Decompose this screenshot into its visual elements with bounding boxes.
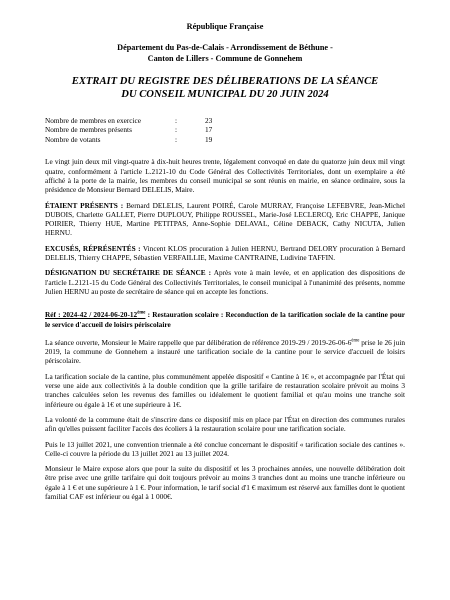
excuses-label: EXCUSÉS, RÉPRÉSENTÉS : [45,243,141,253]
paragraph-1 [45,338,405,366]
paragraph-1-text-b: prise le 26 juin 2019, la commune de Gonnehem a instauré une tarification sociale de la cantine pour le service d'accueil de loisirs périscolaire. [45,337,405,366]
members-value: 17 [205,125,213,135]
deliberation-subject: : Restauration scolaire : Reconduction de la tarification sociale de la cantine pour le service d'accueil de loisirs périscolaire [45,310,405,329]
deliberation-ref [45,310,145,319]
deliberation-heading [45,310,405,329]
members-label: Nombre de membres en exercice [45,115,142,125]
paragraph-1-text-a: La séance ouverte, Monsieur le Maire rappelle que par délibération de référence 2019-29 / 2019-26-06-6 [45,337,352,347]
members-label: Nombre de membres présents [45,125,132,135]
members-value: 19 [205,134,213,144]
document-title-line-2: DU CONSEIL MUNICIPAL DU 20 JUIN 2024 [121,89,329,101]
secretary-text: Après vote à main levée, et en application des dispositions de l'article L.2121-15 du Code Général des Collectivités Territoriales, le conseil municipal à l'unanimité des présents, nomme Julien HERNU au poste de secrétaire de séance qui en accepte les fonctions. [45,268,405,296]
excuses-text: Vincent KLOS procuration à Julien HERNU, Bertrand DELORY procuration à Bernard DELELIS, Thierry CHAPPE, Sébastien VERFAILLIE, Maxime CANTRAINE, Ludivine TAFFIN. [45,243,405,263]
presents-paragraph [45,201,405,238]
excuses-paragraph [45,244,405,263]
paragraph-3: La volonté de la commune était de s'inscrire dans ce dispositif mis en place par l'État en direction des communes rurales afin qu'elles puissent faciliter l'accès des écoliers à la restauration scolaire pour une tarification sociale. [45,414,405,434]
paragraph-4: Puis le 13 juillet 2021, une convention triennale a été conclue concernant le dispositif « tarification sociale des cantines ». Celle-ci couvre la période du 13 juillet 2021 au 13 juillet 2024. [45,439,405,458]
members-value: 23 [205,115,213,125]
members-label: Nombre de votants [45,134,101,144]
paragraph-2: La tarification sociale de la cantine, plus communément appelée dispositif « Cantine à 1€ », et accompagnée par l'État qui verse une aide aux collectivités à la double condition que la grille tarifaire de restauration scolaire prévoit au moins 3 tranches calculées selon les revenus des familles ou idéalement le quotient familial et qu'au moins une tranche soit inférieure ou égale à 1€ et une supérieure à 1€. [45,371,405,409]
presents-text: Bernard DELELIS, Laurent POIRÉ, Carole MURRAY, Françoise LEFEBVRE, Jean-Michel DUBOIS, Charlette GALLET, Pierre DUPLOUY, Philippe ROUSSEL, Marie-José LECLERCQ, Eric CHAPPE, Janique POIRIER, Thierry HUE, Martine PETITPAS, Anne-Sophie DELAVAL, Céline DEBACK, Cathy NICUTA, Julien HERNU. [45,200,406,238]
deliberation-ref-text: Réf : 2024-42 / 2024-06-20-12 [45,310,138,320]
intro-paragraph: Le vingt juin deux mil vingt-quatre à dix-huit heures trente, légalement convoqué en date du quatorze juin deux mil vingt quatre, conformément à l'article L.2121-10 du Code Général des Collectivités Territoriales, dont un exemplaire a été affiché à la porte de la mairie, les membres du conseil municipal se sont réunis en mairie, en séance ordinaire, sous la présidence de Monsieur Bernard DELELIS, Maire. [45,157,405,195]
members-sep: : [175,134,178,144]
paragraph-1-sup: ème [351,338,360,344]
paragraph-5: Monsieur le Maire expose alors que pour la suite du dispositif et les 3 prochaines années, une nouvelle délibération doit être prise avec une grille tarifaire qui doit toujours prévoir au moins 3 tranches dont au moins une tranche inférieure ou égale à 1 € et une supérieure à 1 €. Pour information, le tarif social d'1 € maximum est réservé aux familles dont le quotient familial CAF est inférieur ou égal à 1 000€. [45,464,405,502]
members-count-table [45,116,405,145]
department-line-1: Département du Pas-de-Calais - Arrondissement de Béthune - [117,43,333,53]
department-line-2: Canton de Lillers - Commune de Gonnehem [147,53,303,63]
members-sep: : [175,115,178,125]
document-title-line-1: EXTRAIT DU REGISTRE DES DÉLIBERATIONS DE LA SÉANCE [71,76,379,88]
presents-label: ÉTAIENT PRÉSENTS : [45,200,124,210]
secretary-label: DÉSIGNATION DU SECRÉTAIRE DE SÉANCE : [45,268,212,278]
republic-heading: République Française [186,22,264,31]
deliberation-ref-sup: ème [137,310,146,316]
secretary-paragraph [45,268,405,296]
members-sep: : [175,125,178,135]
